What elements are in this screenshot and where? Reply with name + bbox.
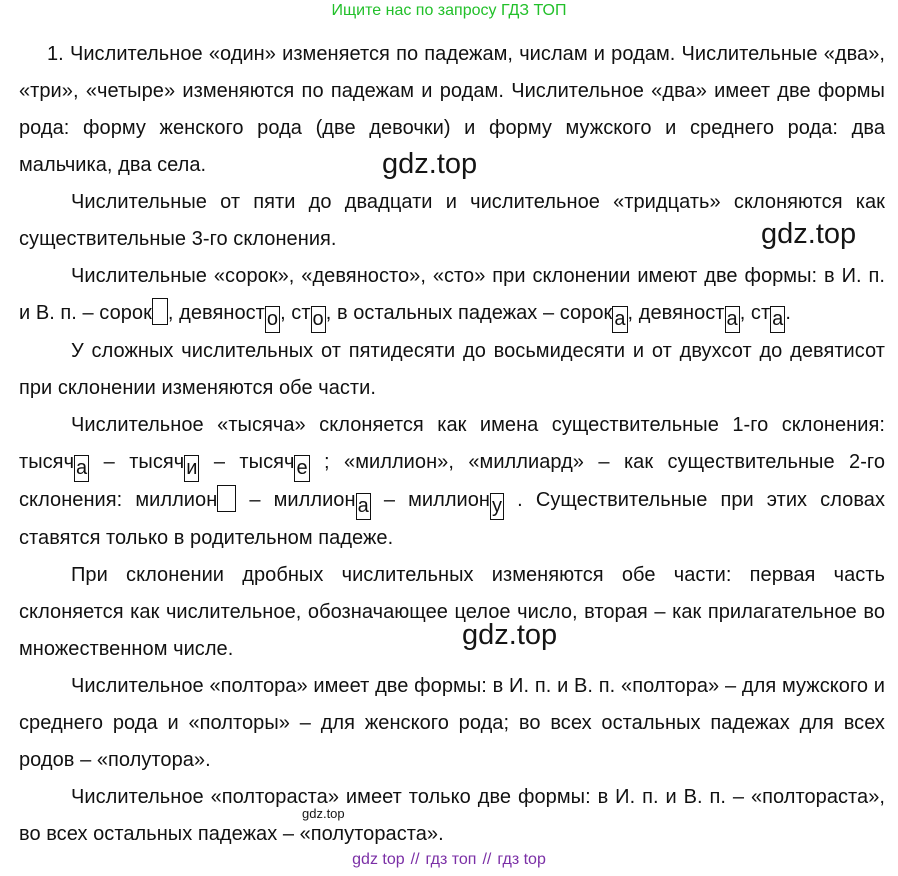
ending-box: у: [490, 493, 504, 520]
text-span: ; «миллион», «миллиард» – как существительные 2-го склонения: миллион: [19, 451, 885, 511]
text-span: Числительное «тысяча» склоняется как имена существительные 1-го склонения: тысяч: [19, 414, 885, 473]
paragraph-4: У сложных числительных от пятидесяти до восьмидесяти и от двухсот до девятисот при склонении изменяются обе части.: [19, 340, 885, 399]
ending-box: е: [294, 455, 309, 482]
watermark: gdz.top: [761, 218, 857, 250]
text-span: – тысяч: [89, 451, 185, 473]
text-span: , ст: [280, 302, 311, 324]
text-span: .: [785, 302, 791, 324]
ending-box: а: [356, 493, 371, 520]
ending-box: а: [74, 455, 89, 482]
ending-box: а: [770, 306, 785, 333]
footer-separator: //: [410, 851, 420, 868]
text-span: , девяност: [627, 302, 725, 324]
text-span: Числительные «сорок», «девяносто», «сто» при склонении имеют две формы: в И. п. и В. п. – сорок: [19, 265, 885, 324]
ending-box: о: [265, 306, 280, 333]
paragraph-3: [19, 258, 885, 333]
footer-separator: //: [482, 851, 492, 868]
ending-box: а: [612, 306, 627, 333]
text-span: . Существительные при этих словах ставятся только в родительном падеже.: [19, 489, 886, 549]
footer-part: гдз top: [497, 851, 546, 868]
ending-box: о: [311, 306, 326, 333]
ending-box-empty: [217, 485, 236, 512]
ending-box: а: [725, 306, 740, 333]
text-span: – миллион: [370, 489, 491, 511]
paragraph-5: [19, 407, 885, 557]
text-span: , в остальных падежах – сорок: [325, 302, 613, 324]
paragraph-7: Числительное «полтора» имеет две формы: в И. п. и В. п. «полтора» – для мужского и среднего рода и «полторы» – для женского рода; во всех остальных падежах для всех родов – «полутора».: [19, 675, 885, 771]
text-span: , девяност: [167, 302, 265, 324]
paragraph-2: Числительные от пяти до двадцати и числительное «тридцать» склоняются как существительные 3-го склонения.: [19, 191, 885, 250]
text-span: – миллион: [236, 489, 356, 511]
text-span: – тысяч: [199, 451, 295, 473]
footer-part: гдз топ: [425, 851, 477, 868]
footer-watermark: [0, 851, 898, 869]
watermark: gdz.top: [462, 619, 558, 651]
paragraph-1: 1. Числительное «один» изменяется по падежам, числам и родам. Числительные «два», «три», «четыре» изменяются по падежам и родам. Числительное «два» имеет две формы рода: форму женского рода (две девочки) и форму мужского и среднего рода: два мальчика, два села.: [19, 43, 885, 176]
top-banner: Ищите нас по запросу ГДЗ ТОП: [331, 2, 567, 19]
footer-part: gdz top: [352, 851, 405, 868]
ending-box-empty: [152, 298, 168, 325]
paragraph-8: Числительное «полтораста» имеет только две формы: в И. п. и В. п. – «полтораста», во всех остальных падежах – «полутораста».: [19, 786, 885, 845]
text-span: , ст: [739, 302, 771, 324]
paragraph-6: При склонении дробных числительных изменяются обе части: первая часть склоняется как числительное, обозначающее целое число, вторая – как прилагательное во множественном числе.: [19, 564, 885, 660]
watermark-small: gdz.top: [302, 806, 345, 821]
ending-box: и: [184, 455, 199, 482]
watermark: gdz.top: [382, 148, 478, 180]
